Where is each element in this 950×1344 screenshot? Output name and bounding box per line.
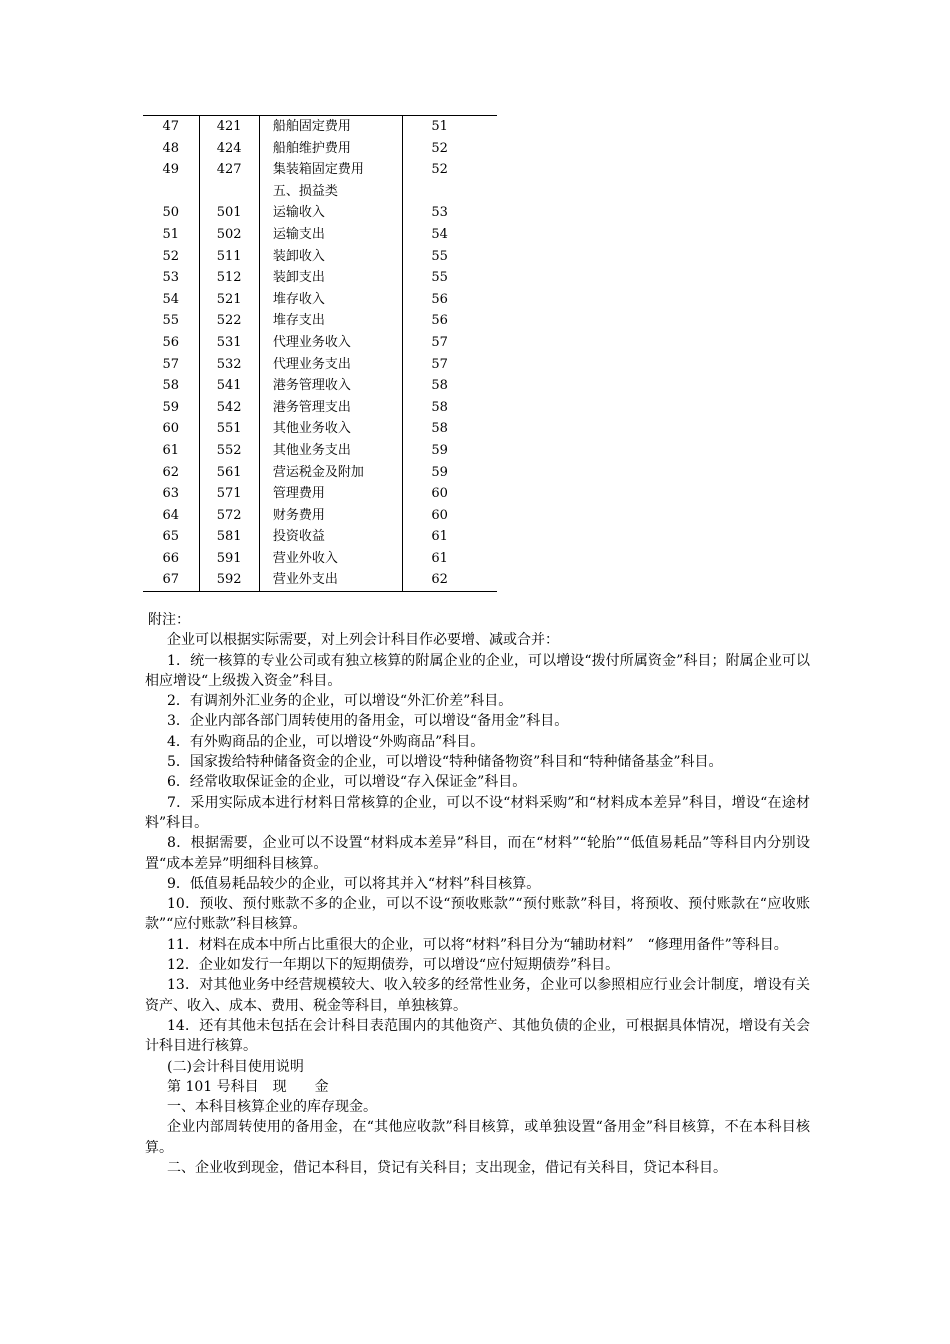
row-number-cell: 67 — [143, 569, 199, 591]
page-number-cell: 54 — [431, 226, 448, 242]
account-name-cell: 营业外收入 — [259, 548, 403, 570]
note-item-6: 6．经常收取保证金的企业，可以增设“存入保证金”科目。 — [167, 774, 527, 791]
row-number-cell: 62 — [143, 462, 199, 484]
account-code-cell: 572 — [199, 505, 259, 527]
account-code-cell: 421 — [199, 116, 259, 138]
account-title: 第 101 号科目 现 金 — [167, 1078, 329, 1095]
account-code-cell: 552 — [199, 440, 259, 462]
row-number-cell: 54 — [143, 289, 199, 311]
table-row — [143, 354, 497, 376]
account-name-cell: 五、损益类 — [259, 181, 403, 203]
account-name-cell: 管理费用 — [259, 483, 403, 505]
table-row — [143, 548, 497, 570]
row-number-cell: 63 — [143, 483, 199, 505]
row-number-cell: 53 — [143, 267, 199, 289]
account-name-cell: 营业外支出 — [259, 569, 403, 591]
notes-heading: 附注： — [148, 612, 190, 628]
row-number-cell: 48 — [143, 138, 199, 160]
account-name-cell: 集装箱固定费用 — [259, 159, 403, 181]
page-number-cell: 58 — [431, 421, 448, 437]
page-number-cell: 51 — [431, 119, 448, 134]
row-number-cell: 57 — [143, 354, 199, 376]
account-code-cell: 551 — [199, 418, 259, 440]
table-row — [143, 289, 497, 311]
account-code-cell: 541 — [199, 375, 259, 397]
account-code-cell: 502 — [199, 224, 259, 246]
row-number-cell: 66 — [143, 548, 199, 570]
table-row — [143, 116, 497, 138]
table-row — [143, 440, 497, 462]
table-row — [143, 138, 497, 160]
note-item-7: 7．采用实际成本进行材料日常核算的企业，可以不设“材料采购”和“材料成本差异”科目，增设“在途材料”科目。 — [145, 794, 810, 831]
table-row — [143, 246, 497, 268]
account-name-cell: 装卸支出 — [259, 267, 403, 289]
page-number-cell: 60 — [431, 507, 448, 523]
account-table-body — [143, 116, 497, 592]
note-item-4: 4．有外购商品的企业，可以增设“外购商品”科目。 — [167, 733, 485, 750]
account-name-cell: 财务费用 — [259, 505, 403, 527]
page-number-cell: 52 — [431, 162, 448, 178]
note-item-1: 1．统一核算的专业公司或有独立核算的附属企业的企业，可以增设“拨付所属资金”科目；附属企业可以相应增设“上级拨入资金”科目。 — [145, 652, 810, 689]
account-code-cell: 542 — [199, 397, 259, 419]
account-code-cell: 427 — [199, 159, 259, 181]
account-code-cell: 591 — [199, 548, 259, 570]
table-row — [143, 483, 497, 505]
row-number-cell: 52 — [143, 246, 199, 268]
table-row — [143, 202, 497, 224]
row-number-cell: 60 — [143, 418, 199, 440]
page-number-cell: 60 — [431, 486, 448, 502]
account-name-cell: 运输收入 — [259, 202, 403, 224]
page-number-cell: 61 — [431, 550, 448, 566]
table-row — [143, 310, 497, 332]
note-item-9: 9．低值易耗品较少的企业，可以将其并入“材料”科目核算。 — [167, 875, 541, 892]
note-item-8: 8．根据需要，企业可以不设置“材料成本差异”科目，而在“材料”“轮胎”“低值易耗品”等科目内分别设置“成本差异”明细科目核算。 — [145, 835, 810, 872]
table-row — [143, 159, 497, 181]
page-number-cell: 56 — [431, 313, 448, 329]
page-number-cell: 58 — [431, 399, 448, 415]
row-number-cell: 65 — [143, 526, 199, 548]
account-code-cell: 571 — [199, 483, 259, 505]
account-name-cell: 装卸收入 — [259, 246, 403, 268]
account-code-cell: 532 — [199, 354, 259, 376]
table-row — [143, 569, 497, 591]
table-row — [143, 505, 497, 527]
page-number-cell: 55 — [431, 248, 448, 264]
row-number-cell: 64 — [143, 505, 199, 527]
note-item-3: 3．企业内部各部门周转使用的备用金，可以增设“备用金”科目。 — [167, 713, 569, 730]
account-name-cell: 其他业务支出 — [259, 440, 403, 462]
page-number-cell — [403, 181, 497, 203]
account-code-cell: 531 — [199, 332, 259, 354]
account-code-cell: 512 — [199, 267, 259, 289]
account-name-cell: 港务管理收入 — [259, 375, 403, 397]
account-name-cell: 其他业务收入 — [259, 418, 403, 440]
page-number-cell: 52 — [431, 140, 448, 156]
account-code-cell — [199, 181, 259, 203]
table-row — [143, 526, 497, 548]
row-number-cell: 50 — [143, 202, 199, 224]
table-row — [143, 267, 497, 289]
account-code-cell: 424 — [199, 138, 259, 160]
table-row — [143, 462, 497, 484]
account-name-cell: 港务管理支出 — [259, 397, 403, 419]
account-code-cell: 522 — [199, 310, 259, 332]
account-code-cell: 511 — [199, 246, 259, 268]
account-code-cell: 521 — [199, 289, 259, 311]
account-code-cell: 561 — [199, 462, 259, 484]
account-name-cell: 代理业务收入 — [259, 332, 403, 354]
row-number-cell: 61 — [143, 440, 199, 462]
note-item-2: 2．有调剂外汇业务的企业，可以增设“外汇价差”科目。 — [167, 693, 513, 710]
usage-section-title: (二)会计科目使用说明 — [167, 1058, 304, 1075]
page-number-cell: 57 — [431, 356, 448, 372]
notes-section — [145, 610, 810, 1178]
usage-paragraph-1: 一、本科目核算企业的库存现金。 — [167, 1099, 377, 1116]
note-item-11: 11．材料在成本中所占比重很大的企业，可以将“材料”科目分为“辅助材料” “修理用备件”等科目。 — [167, 936, 788, 953]
notes-intro: 企业可以根据实际需要，对上列会计科目作必要增、减或合并： — [167, 632, 559, 649]
account-name-cell: 运输支出 — [259, 224, 403, 246]
table-row — [143, 181, 497, 203]
page-number-cell: 59 — [431, 442, 448, 458]
account-name-cell: 船舶固定费用 — [259, 116, 403, 138]
table-row — [143, 224, 497, 246]
row-number-cell — [143, 181, 199, 203]
usage-paragraph-3: 二、企业收到现金，借记本科目，贷记有关科目；支出现金，借记有关科目，贷记本科目。 — [167, 1160, 727, 1177]
page-number-cell: 55 — [431, 270, 448, 286]
account-code-cell: 501 — [199, 202, 259, 224]
table-row — [143, 332, 497, 354]
page-number-cell: 58 — [431, 378, 448, 394]
account-name-cell: 堆存收入 — [259, 289, 403, 311]
page-number-cell: 59 — [431, 464, 448, 480]
page-number-cell: 62 — [431, 572, 448, 588]
table-row — [143, 375, 497, 397]
account-table — [143, 115, 497, 592]
page-number-cell: 57 — [431, 334, 448, 350]
note-item-12: 12．企业如发行一年期以下的短期债券，可以增设“应付短期债券”科目。 — [167, 957, 620, 974]
row-number-cell: 49 — [143, 159, 199, 181]
table-row — [143, 418, 497, 440]
account-name-cell: 投资收益 — [259, 526, 403, 548]
account-name-cell: 代理业务支出 — [259, 354, 403, 376]
row-number-cell: 51 — [143, 224, 199, 246]
account-name-cell: 营运税金及附加 — [259, 462, 403, 484]
table-row — [143, 397, 497, 419]
account-code-cell: 592 — [199, 569, 259, 591]
row-number-cell: 58 — [143, 375, 199, 397]
row-number-cell: 55 — [143, 310, 199, 332]
account-name-cell: 堆存支出 — [259, 310, 403, 332]
account-name-cell: 船舶维护费用 — [259, 138, 403, 160]
account-code-cell: 581 — [199, 526, 259, 548]
row-number-cell: 47 — [143, 116, 199, 138]
page-number-cell: 56 — [431, 291, 448, 307]
note-item-5: 5．国家拨给特种储备资金的企业，可以增设“特种储备物资”科目和“特种储备基金”科目。 — [167, 754, 723, 771]
page-number-cell: 61 — [431, 529, 448, 545]
row-number-cell: 56 — [143, 332, 199, 354]
row-number-cell: 59 — [143, 397, 199, 419]
note-item-10: 10．预收、预付账款不多的企业，可以不设“预收账款”“预付账款”科目，将预收、预付账款在“应收账款”“应付账款”科目核算。 — [145, 896, 810, 933]
page-number-cell: 53 — [431, 205, 448, 221]
note-item-14: 14．还有其他未包括在会计科目表范围内的其他资产、其他负债的企业，可根据具体情况，增设有关会计科目进行核算。 — [145, 1017, 810, 1055]
usage-paragraph-2: 企业内部周转使用的备用金，在“其他应收款”科目核算，或单独设置“备用金”科目核算，不在本科目核算。 — [145, 1119, 810, 1156]
note-item-13: 13．对其他业务中经营规模较大、收入较多的经常性业务，企业可以参照相应行业会计制度，增设有关资产、收入、成本、费用、税金等科目，单独核算。 — [145, 977, 810, 1014]
